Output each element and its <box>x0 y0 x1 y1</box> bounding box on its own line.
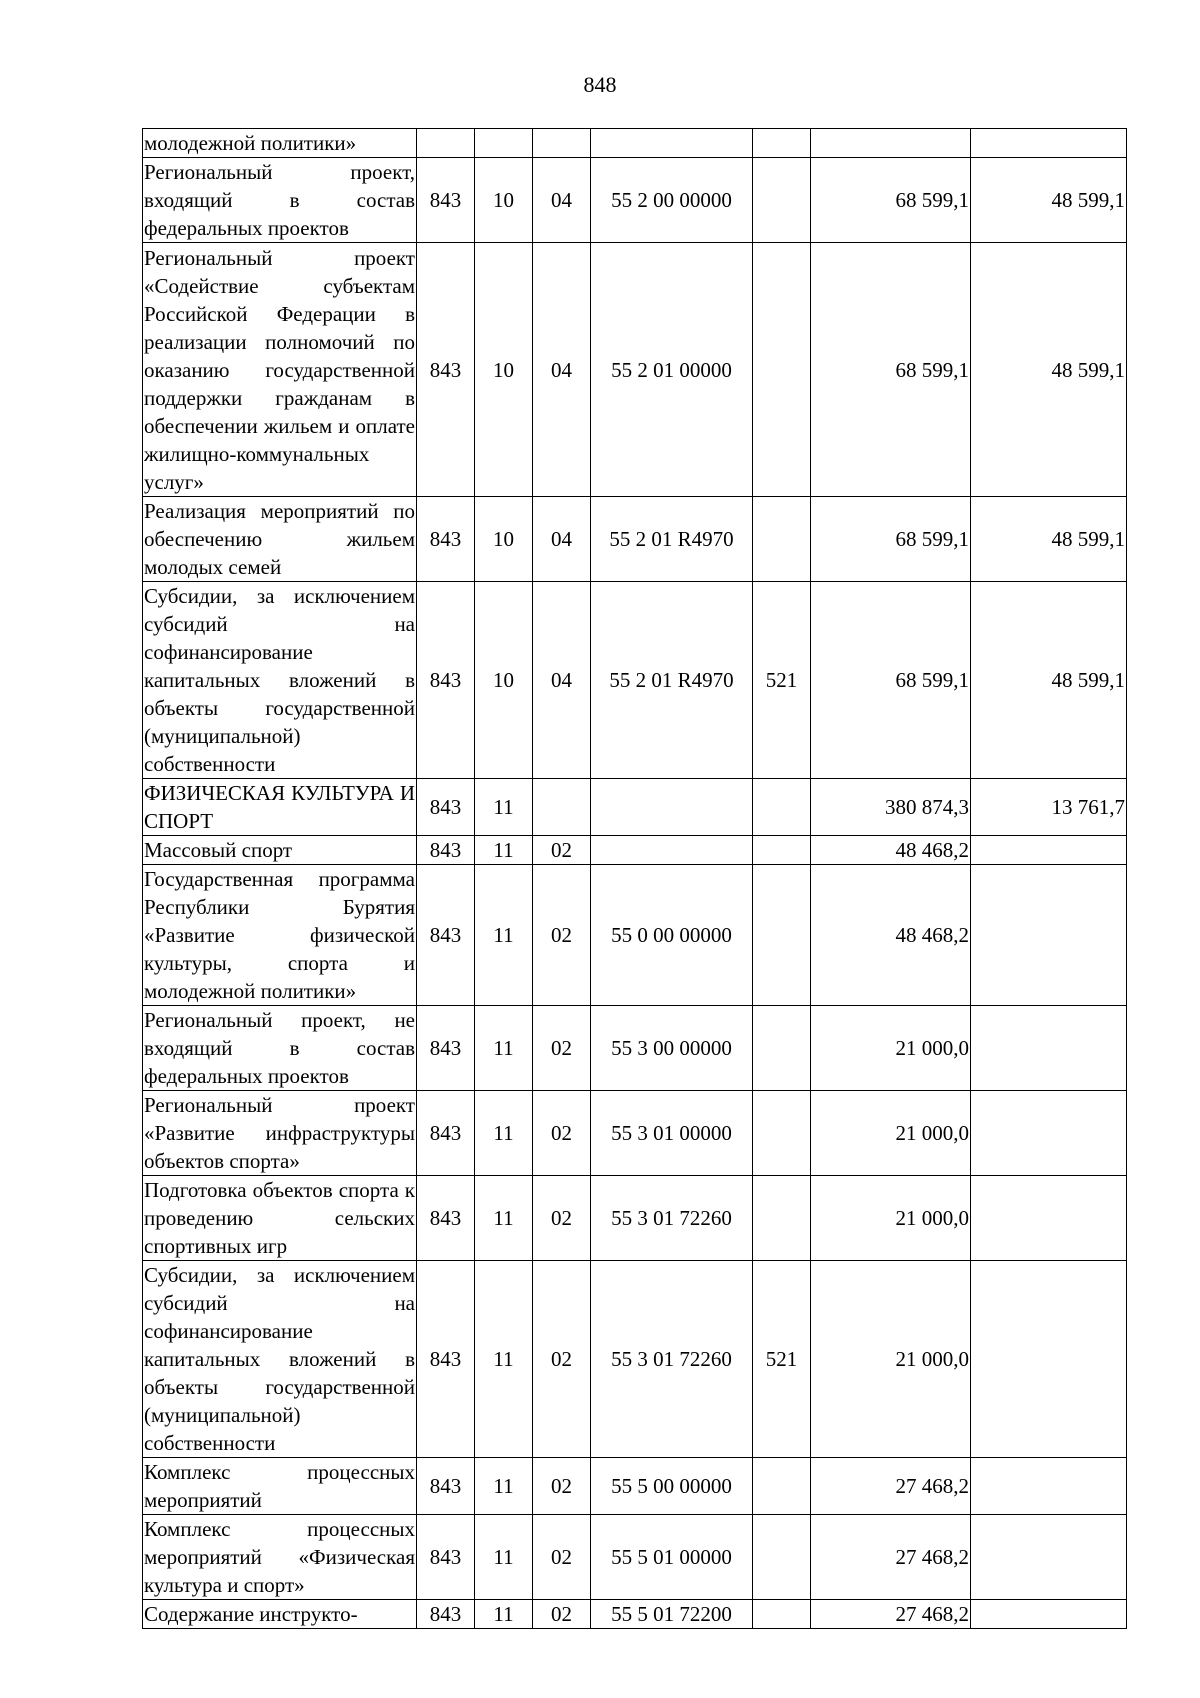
target-article-code: 55 5 01 72200 <box>591 1600 753 1629</box>
subsection-code: 04 <box>533 158 591 243</box>
table-row <box>143 1261 1127 1458</box>
amount-federal: 48 599,1 <box>971 243 1127 497</box>
subsection-code: 04 <box>533 243 591 497</box>
amount-federal <box>971 836 1127 865</box>
section-code: 11 <box>475 1091 533 1176</box>
subsection-code: 04 <box>533 582 591 779</box>
target-article-code: 55 2 00 00000 <box>591 158 753 243</box>
amount-total: 27 468,2 <box>811 1458 971 1515</box>
table-row <box>143 1458 1127 1515</box>
table-row <box>143 497 1127 582</box>
expense-type-code <box>753 836 811 865</box>
ministry-code: 843 <box>417 1515 475 1600</box>
expense-type-code <box>753 243 811 497</box>
amount-total: 21 000,0 <box>811 1261 971 1458</box>
item-name: молодежной политики» <box>143 129 417 158</box>
ministry-code: 843 <box>417 1091 475 1176</box>
amount-total: 27 468,2 <box>811 1600 971 1629</box>
subsection-code <box>533 129 591 158</box>
amount-federal <box>971 1458 1127 1515</box>
ministry-code: 843 <box>417 836 475 865</box>
subsection-code: 02 <box>533 1091 591 1176</box>
amount-federal: 13 761,7 <box>971 779 1127 836</box>
item-name: Субсидии, за исключением субсидий на софинансирование капитальных вложений в объекты государственной (муниципальной) собственности <box>143 582 417 779</box>
section-code: 11 <box>475 1458 533 1515</box>
subsection-code: 02 <box>533 1600 591 1629</box>
target-article-code: 55 3 01 72260 <box>591 1176 753 1261</box>
section-code: 10 <box>475 582 533 779</box>
expense-type-code <box>753 1458 811 1515</box>
section-code: 11 <box>475 1600 533 1629</box>
target-article-code: 55 0 00 00000 <box>591 865 753 1006</box>
expense-type-code <box>753 129 811 158</box>
target-article-code: 55 2 01 R4970 <box>591 497 753 582</box>
table-row <box>143 836 1127 865</box>
amount-total: 21 000,0 <box>811 1091 971 1176</box>
amount-total: 21 000,0 <box>811 1176 971 1261</box>
ministry-code: 843 <box>417 497 475 582</box>
amount-total: 380 874,3 <box>811 779 971 836</box>
amount-federal: 48 599,1 <box>971 497 1127 582</box>
section-code: 11 <box>475 1176 533 1261</box>
item-name: Государственная программа Республики Бурятия «Развитие физической культуры, спорта и молодежной политики» <box>143 865 417 1006</box>
table-row <box>143 865 1127 1006</box>
expense-type-code <box>753 158 811 243</box>
ministry-code: 843 <box>417 1006 475 1091</box>
table-row <box>143 1006 1127 1091</box>
amount-federal <box>971 1261 1127 1458</box>
table-row <box>143 158 1127 243</box>
amount-total: 68 599,1 <box>811 243 971 497</box>
expense-type-code <box>753 865 811 1006</box>
expense-type-code <box>753 1600 811 1629</box>
ministry-code: 843 <box>417 1176 475 1261</box>
table-row <box>143 1176 1127 1261</box>
item-name: Региональный проект, не входящий в состав федеральных проектов <box>143 1006 417 1091</box>
target-article-code: 55 2 01 00000 <box>591 243 753 497</box>
section-code: 11 <box>475 865 533 1006</box>
item-name: Подготовка объектов спорта к проведению сельских спортивных игр <box>143 1176 417 1261</box>
table-row <box>143 779 1127 836</box>
amount-federal: 48 599,1 <box>971 582 1127 779</box>
amount-federal <box>971 129 1127 158</box>
expense-type-code <box>753 1176 811 1261</box>
table-row <box>143 582 1127 779</box>
item-name: Комплекс процессных мероприятий <box>143 1458 417 1515</box>
subsection-code: 02 <box>533 1261 591 1458</box>
table-row <box>143 1091 1127 1176</box>
budget-table-body <box>143 129 1127 1629</box>
expense-type-code <box>753 1091 811 1176</box>
section-code: 10 <box>475 497 533 582</box>
amount-federal <box>971 1515 1127 1600</box>
target-article-code: 55 5 01 00000 <box>591 1515 753 1600</box>
target-article-code <box>591 836 753 865</box>
ministry-code: 843 <box>417 243 475 497</box>
amount-total <box>811 129 971 158</box>
item-name: Региональный проект, входящий в состав федеральных проектов <box>143 158 417 243</box>
section-code: 11 <box>475 1006 533 1091</box>
section-code: 11 <box>475 1261 533 1458</box>
amount-federal <box>971 1176 1127 1261</box>
item-name: Региональный проект «Содействие субъектам Российской Федерации в реализации полномочий по оказанию государственной поддержки гражданам в обеспечении жильем и оплате жилищно-коммунальных услуг» <box>143 243 417 497</box>
table-row <box>143 1515 1127 1600</box>
subsection-code: 02 <box>533 1006 591 1091</box>
page-number: 848 <box>583 72 617 97</box>
table-row <box>143 129 1127 158</box>
item-name: Содержание инструкто- <box>143 1600 417 1629</box>
expense-type-code <box>753 1515 811 1600</box>
subsection-code: 02 <box>533 1458 591 1515</box>
amount-total: 68 599,1 <box>811 158 971 243</box>
item-name: ФИЗИЧЕСКАЯ КУЛЬТУРА И СПОРТ <box>143 779 417 836</box>
amount-total: 21 000,0 <box>811 1006 971 1091</box>
amount-total: 27 468,2 <box>811 1515 971 1600</box>
section-code: 10 <box>475 243 533 497</box>
target-article-code: 55 3 01 00000 <box>591 1091 753 1176</box>
expense-type-code <box>753 779 811 836</box>
item-name: Комплекс процессных мероприятий «Физическая культура и спорт» <box>143 1515 417 1600</box>
ministry-code: 843 <box>417 865 475 1006</box>
target-article-code <box>591 129 753 158</box>
ministry-code: 843 <box>417 1600 475 1629</box>
target-article-code <box>591 779 753 836</box>
table-row <box>143 243 1127 497</box>
target-article-code: 55 5 00 00000 <box>591 1458 753 1515</box>
amount-federal <box>971 865 1127 1006</box>
section-code: 11 <box>475 836 533 865</box>
item-name: Реализация мероприятий по обеспечению жильем молодых семей <box>143 497 417 582</box>
subsection-code: 02 <box>533 1515 591 1600</box>
amount-total: 48 468,2 <box>811 865 971 1006</box>
subsection-code: 04 <box>533 497 591 582</box>
amount-total: 68 599,1 <box>811 497 971 582</box>
expense-type-code: 521 <box>753 1261 811 1458</box>
amount-federal <box>971 1006 1127 1091</box>
ministry-code: 843 <box>417 158 475 243</box>
section-code <box>475 129 533 158</box>
expense-type-code <box>753 497 811 582</box>
amount-total: 68 599,1 <box>811 582 971 779</box>
amount-federal: 48 599,1 <box>971 158 1127 243</box>
ministry-code: 843 <box>417 1458 475 1515</box>
item-name: Массовый спорт <box>143 836 417 865</box>
subsection-code: 02 <box>533 865 591 1006</box>
amount-federal <box>971 1091 1127 1176</box>
section-code: 11 <box>475 779 533 836</box>
item-name: Субсидии, за исключением субсидий на софинансирование капитальных вложений в объекты государственной (муниципальной) собственности <box>143 1261 417 1458</box>
budget-table <box>142 128 1127 1629</box>
target-article-code: 55 3 00 00000 <box>591 1006 753 1091</box>
expense-type-code: 521 <box>753 582 811 779</box>
table-row <box>143 1600 1127 1629</box>
subsection-code: 02 <box>533 1176 591 1261</box>
expense-type-code <box>753 1006 811 1091</box>
subsection-code: 02 <box>533 836 591 865</box>
target-article-code: 55 2 01 R4970 <box>591 582 753 779</box>
section-code: 11 <box>475 1515 533 1600</box>
ministry-code <box>417 129 475 158</box>
target-article-code: 55 3 01 72260 <box>591 1261 753 1458</box>
ministry-code: 843 <box>417 779 475 836</box>
item-name: Региональный проект «Развитие инфраструктуры объектов спорта» <box>143 1091 417 1176</box>
ministry-code: 843 <box>417 582 475 779</box>
subsection-code <box>533 779 591 836</box>
amount-federal <box>971 1600 1127 1629</box>
section-code: 10 <box>475 158 533 243</box>
amount-total: 48 468,2 <box>811 836 971 865</box>
ministry-code: 843 <box>417 1261 475 1458</box>
